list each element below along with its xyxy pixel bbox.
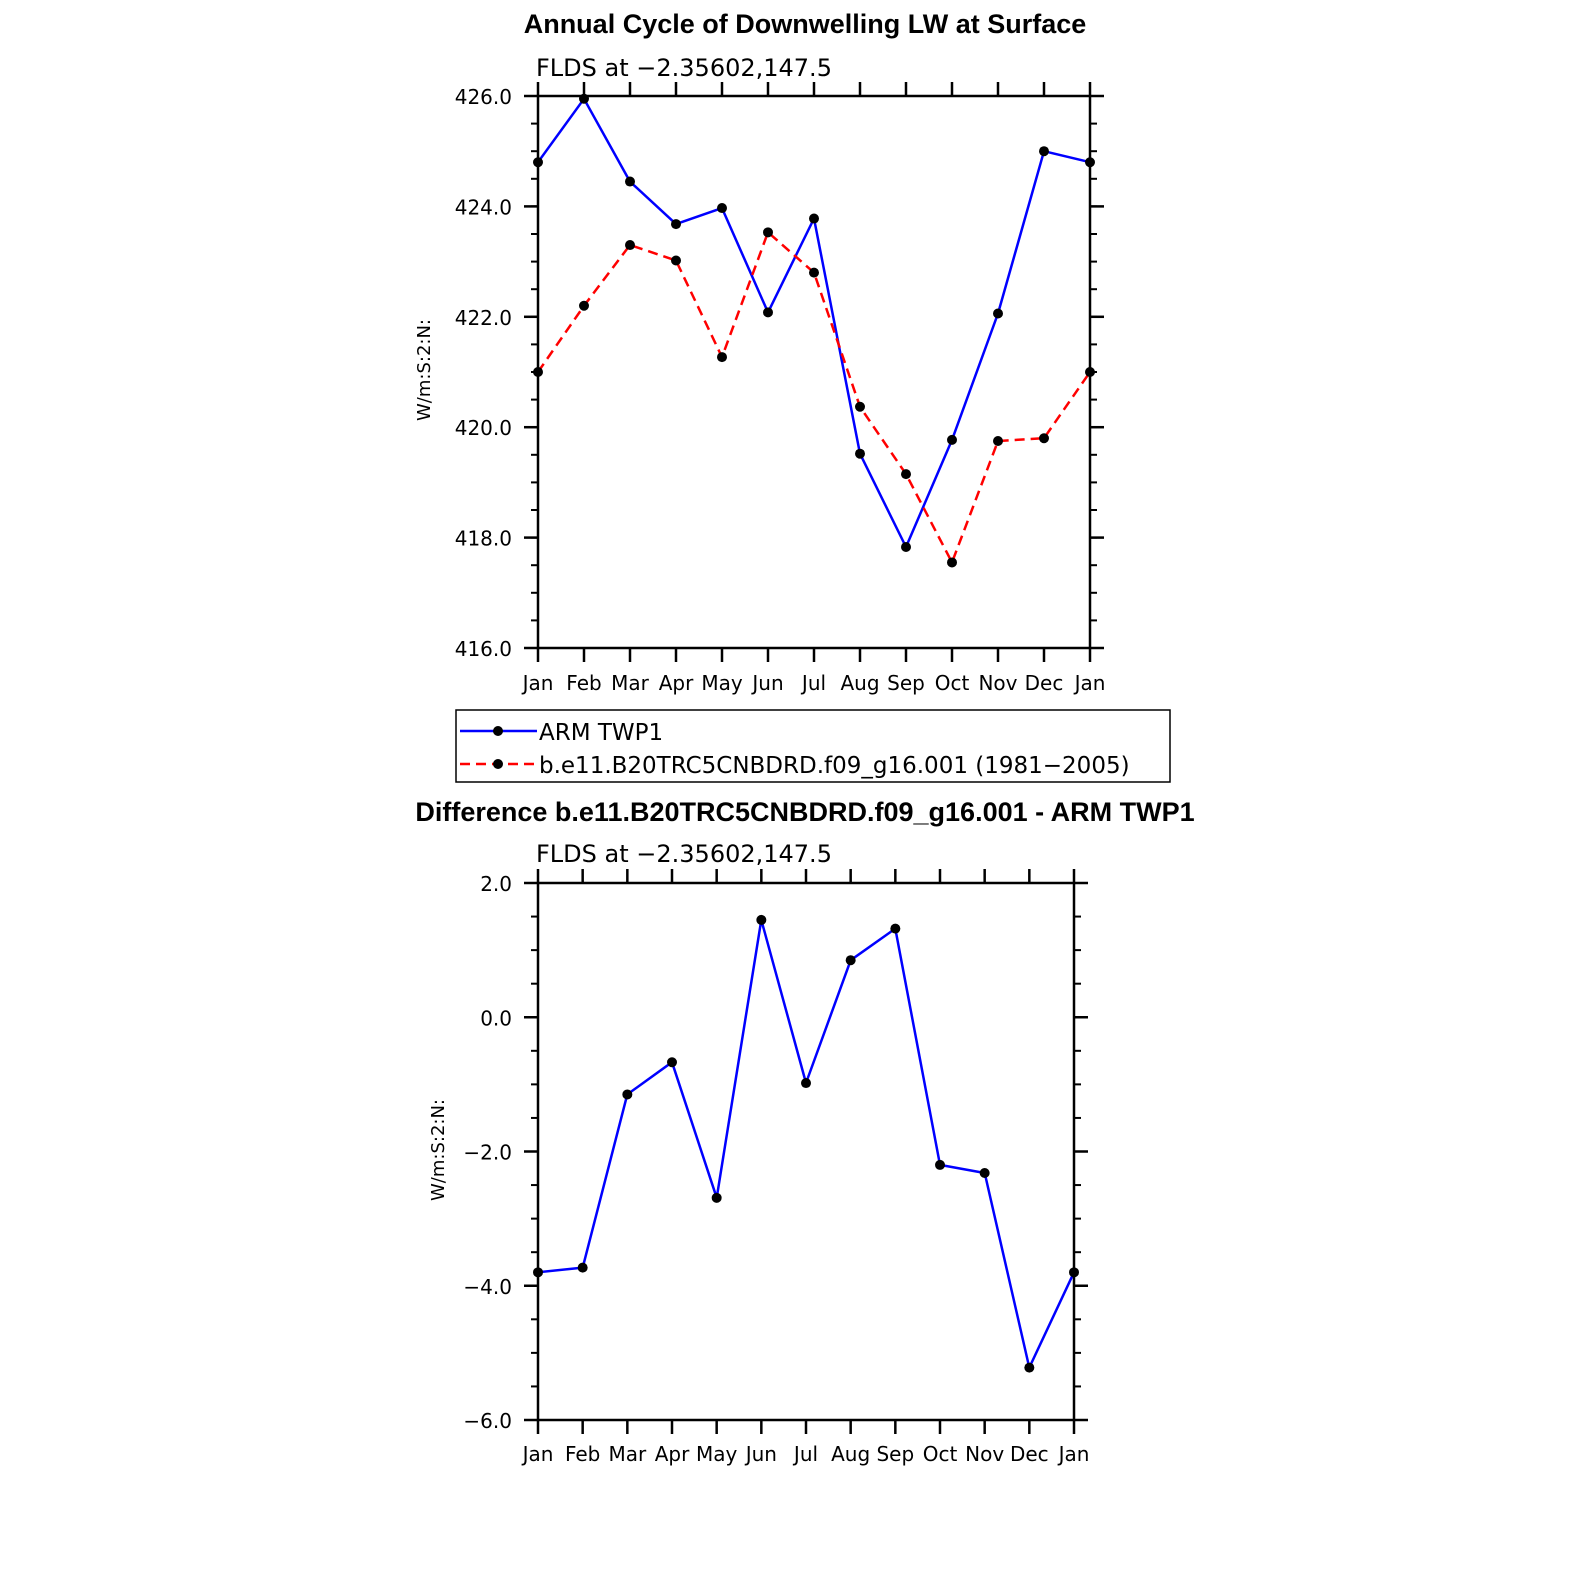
y-tick-label: 424.0: [454, 195, 512, 220]
x-tick-label: Jan: [522, 1442, 554, 1466]
x-tick-label: Jan: [1074, 671, 1106, 695]
series-1-point: [625, 240, 635, 250]
x-tick-label: Feb: [564, 1442, 601, 1466]
x-tick-label: Dec: [1024, 671, 1064, 695]
series-0-point: [890, 924, 900, 934]
y-tick-label: −2.0: [463, 1140, 512, 1165]
x-tick-label: Jul: [801, 671, 827, 695]
x-tick-label: Oct: [922, 1442, 958, 1466]
series-0-point: [809, 214, 819, 224]
chart-subtitle: FLDS at −2.35602,147.5: [536, 54, 832, 82]
x-tick-label: Jun: [752, 671, 784, 695]
series-1-point: [901, 469, 911, 479]
x-tick-label: Dec: [1009, 1442, 1049, 1466]
series-0-point: [1024, 1363, 1034, 1373]
series-0-point: [901, 542, 911, 552]
y-tick-label: 426.0: [454, 85, 512, 109]
x-tick-label: Nov: [965, 1442, 1005, 1466]
series-0-point: [671, 219, 681, 229]
x-tick-label: May: [695, 1442, 738, 1466]
series-1-point: [993, 436, 1003, 446]
chart-subtitle: FLDS at −2.35602,147.5: [536, 840, 832, 868]
y-tick-label: 420.0: [454, 416, 512, 441]
legend: [456, 710, 1170, 782]
x-tick-label: Jan: [522, 671, 554, 695]
y-tick-label: 418.0: [454, 526, 512, 551]
legend-marker-arm: [493, 726, 503, 736]
series-1-point: [947, 557, 957, 567]
x-tick-label: Jul: [793, 1442, 819, 1466]
difference-chart: [415, 797, 1194, 1466]
series-1-point: [717, 352, 727, 362]
legend-label-arm: ARM TWP1: [539, 720, 664, 746]
series-0-point: [801, 1078, 811, 1088]
tick-layer: [463, 869, 1089, 1466]
x-tick-label: Apr: [658, 671, 694, 695]
x-tick-label: Apr: [654, 1442, 690, 1466]
x-tick-label: Sep: [887, 671, 925, 695]
chart-title: Difference b.e11.B20TRC5CNBDRD.f09_g16.001 - ARM TWP1: [415, 797, 1195, 827]
plot-frame: [538, 96, 1090, 648]
y-tick-label: −4.0: [463, 1274, 512, 1299]
x-tick-label: Jan: [1058, 1442, 1090, 1466]
chart-title: Annual Cycle of Downwelling LW at Surface: [523, 9, 1087, 39]
plot-frame: [538, 883, 1074, 1420]
series-0-point: [667, 1057, 677, 1067]
series-1-point: [855, 402, 865, 412]
series-0-point: [980, 1168, 990, 1178]
y-tick-label: 422.0: [454, 305, 512, 330]
series-0-point: [1039, 146, 1049, 156]
x-tick-label: Mar: [611, 671, 649, 695]
annual-cycle-chart: [414, 9, 1105, 695]
series-0-point: [846, 955, 856, 965]
series-0-point: [625, 177, 635, 187]
y-tick-label: 2.0: [480, 872, 512, 896]
series-1-point: [579, 301, 589, 311]
series-0-point: [578, 1263, 588, 1273]
y-axis-label: W/m:S:2:N:: [414, 319, 435, 421]
series-line-0: [538, 99, 1090, 547]
y-axis-label: W/m:S:2:N:: [428, 1099, 449, 1201]
legend-marker-model: [493, 759, 503, 769]
legend-label-model: b.e11.B20TRC5CNBDRD.f09_g16.001 (1981−2005): [539, 753, 1130, 779]
series-0-point: [756, 915, 766, 925]
x-tick-label: Oct: [934, 671, 970, 695]
series-0-point: [947, 435, 957, 445]
series-0-point: [717, 203, 727, 213]
series-1-point: [1039, 433, 1049, 443]
y-tick-label: 0.0: [480, 1006, 512, 1031]
x-tick-label: Aug: [831, 1442, 871, 1466]
series-1-point: [809, 268, 819, 278]
tick-layer: [455, 82, 1106, 695]
series-0-point: [763, 307, 773, 317]
y-tick-label: −6.0: [463, 1409, 512, 1433]
series-0-point: [993, 308, 1003, 318]
series-layer: [533, 94, 1095, 568]
series-0-point: [935, 1160, 945, 1170]
series-0-point: [622, 1089, 632, 1099]
y-tick-label: 416.0: [454, 637, 512, 661]
x-tick-label: Jun: [745, 1442, 777, 1466]
x-tick-label: May: [701, 671, 743, 695]
x-tick-label: Nov: [978, 671, 1018, 695]
series-layer: [533, 915, 1079, 1373]
series-0-point: [712, 1193, 722, 1203]
x-tick-label: Feb: [566, 671, 602, 695]
x-tick-label: Mar: [608, 1442, 647, 1466]
x-tick-label: Sep: [876, 1442, 915, 1466]
series-1-point: [671, 255, 681, 265]
series-line-0: [538, 920, 1074, 1368]
x-tick-label: Aug: [840, 671, 880, 695]
series-0-point: [855, 449, 865, 459]
series-1-point: [763, 227, 773, 237]
